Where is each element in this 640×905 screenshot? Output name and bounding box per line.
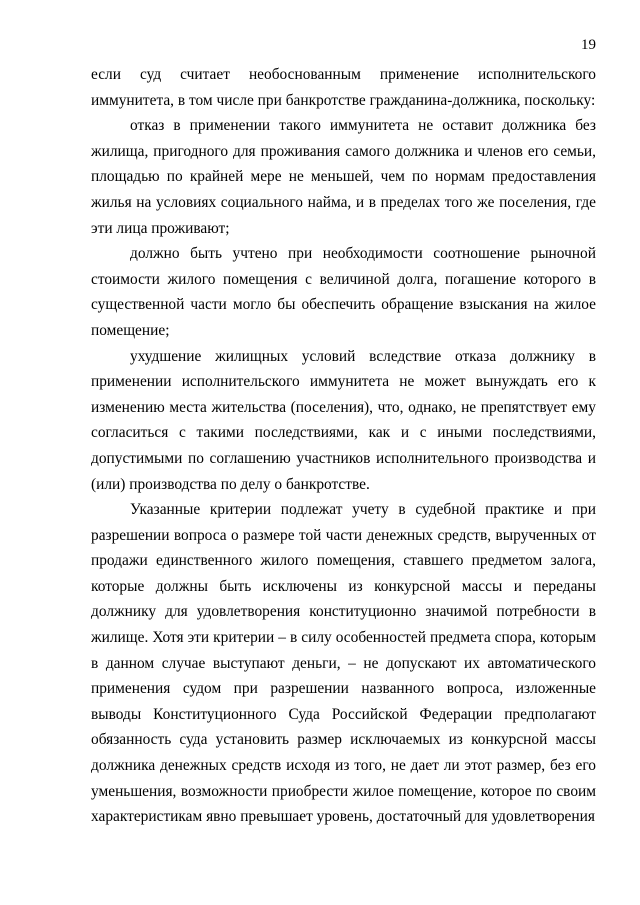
paragraph-continuation: если суд считает необоснованным применение исполнительского иммунитета, в том числе при банкротстве гражданина-должника, поскольку: <box>91 66 596 109</box>
paragraph-condition-market-value: должно быть учтено при необходимости соотношение рыночной стоимости жилого помещения с величиной долга, погашение которого в существенной части могло бы обеспечить обращение взыскания на жилое помещение; <box>91 245 596 339</box>
document-body <box>91 62 596 830</box>
paragraph-criteria: Указанные критерии подлежат учету в судебной практике и при разрешении вопроса о размере той части денежных средств, вырученных от продажи единственного жилого помещения, ставшего предметом залога, которые должны быть исключены из конкурсной массы и переданы должнику для удовлетворения конституционно значимой потребности в жилище. Хотя эти критерии – в силу особенностей предмета спора, которым в данном случае выступают деньги, – не допускают их автоматического применения судом при разрешении названного вопроса, изложенные выводы Конституционного Суда Российской Федерации предполагают обязанность суда установить размер исключаемых из конкурсной массы должника денежных средств исходя из того, не дает ли этот размер, без его уменьшения, возможности приобрести жилое помещение, которое по своим характеристикам явно превышает уровень, достаточный для удовлетворения <box>91 501 596 826</box>
page-number: 19 <box>581 37 596 53</box>
paragraph-condition-residence: ухудшение жилищных условий вследствие отказа должнику в применении исполнительского иммунитета не может вынуждать его к изменению места жительства (поселения), что, однако, не препятствует ему согласиться с такими последствиями, как и с иными последствиями, допустимыми по соглашению участников исполнительного производства и (или) производства по делу о банкротстве. <box>91 347 596 493</box>
paragraph-condition-housing: отказ в применении такого иммунитета не оставит должника без жилища, пригодного для проживания самого должника и членов его семьи, площадью по крайней мере не меньшей, чем по нормам предоставления жилья на условиях социального найма, и в пределах того же поселения, где эти лица проживают; <box>91 117 596 237</box>
